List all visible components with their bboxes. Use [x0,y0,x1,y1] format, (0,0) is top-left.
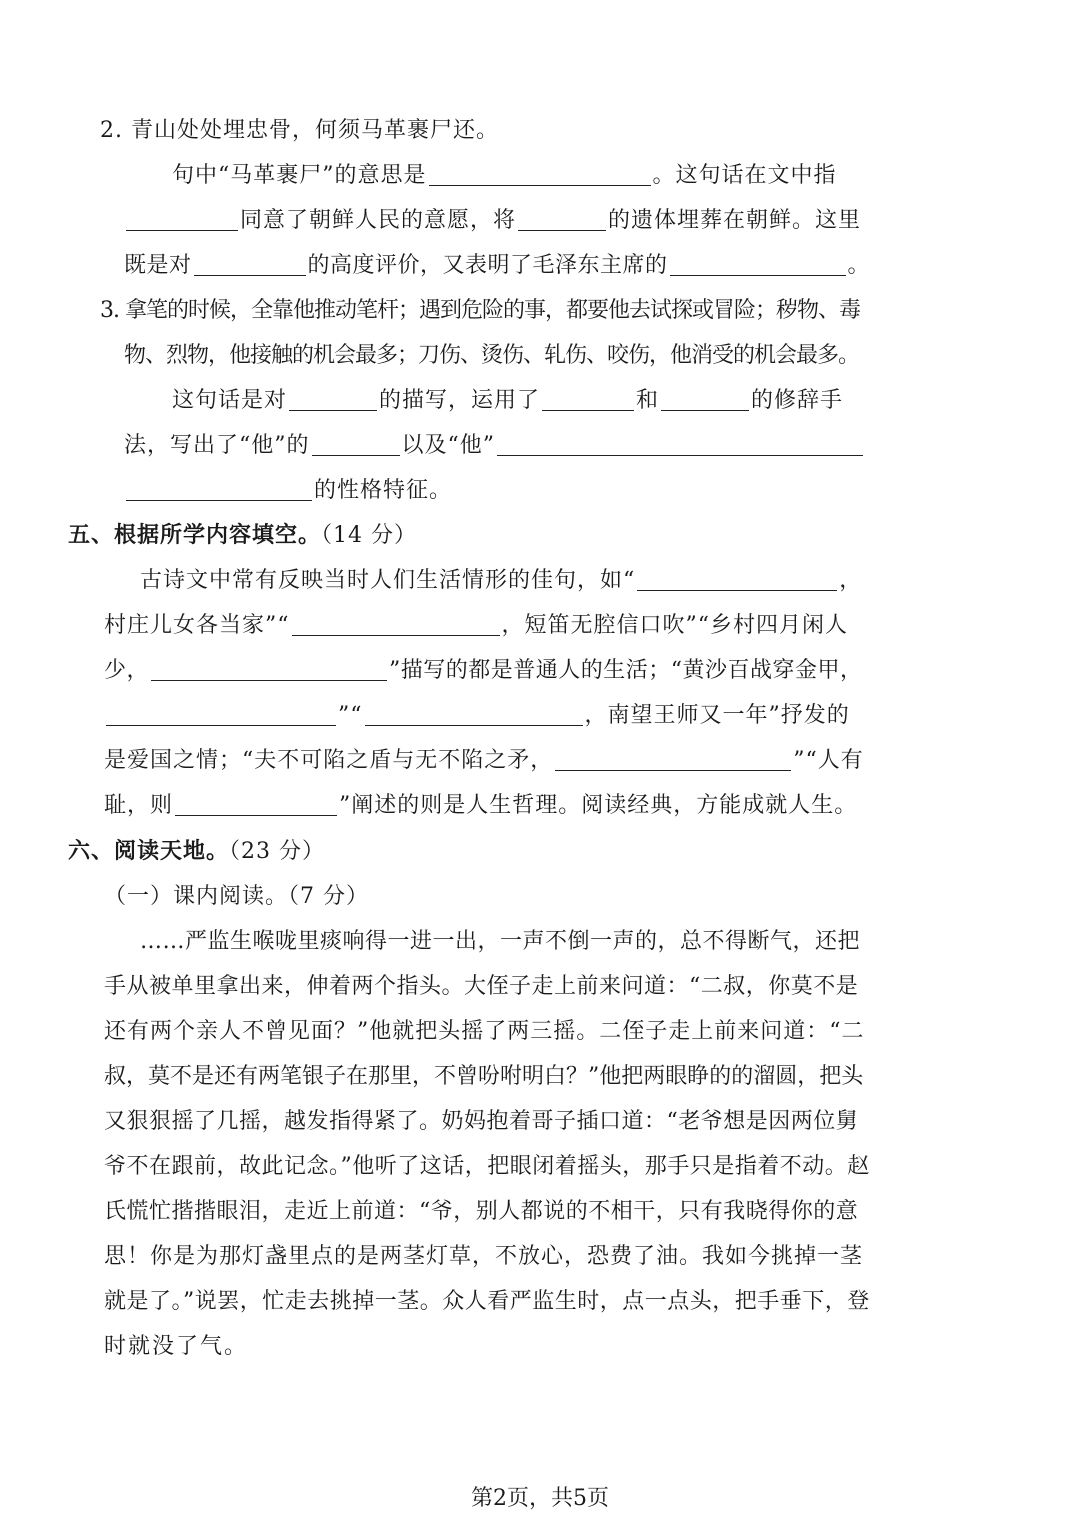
q2-line-a: 句中“马革裹尸”的意思是 。这句话在文中指 [172,163,837,188]
sec5-line-d: ”“ ，南望王师又一年”抒发的 [104,701,850,731]
answer-blank[interactable] [151,656,387,681]
answer-blank[interactable] [126,476,312,501]
passage-line: 手从被单里拿出来，伸着两个指头。大侄子走上前来问道：“二叔，你莫不是 [104,974,859,999]
page-number: 第2页，共5页 [471,1486,609,1511]
passage-line: 就是了。”说罢，忙走去挑掉一茎。众人看严监生时，点一点头，把手垂下，登 [104,1289,870,1314]
sec5-line-b: 村庄儿女各当家”“ ，短笛无腔信口吹”“乡村四月闲人 [104,613,848,638]
sec6-subheading: （一）课内阅读。（7 分） [104,884,369,909]
answer-blank[interactable] [292,611,500,636]
q3-title-cont: 物、烈物，他接触的机会最多；刀伤、烫伤、轧伤、咬伤，他消受的机会最多。 [124,343,860,368]
sec5-line-f: 耻，则 ”阐述的则是人生哲理。阅读经典，方能成就人生。 [104,793,858,818]
answer-blank[interactable] [312,431,400,456]
q2-line-c: 既是对 的高度评价，又表明了毛泽东主席的 。 [124,253,871,278]
q3-line-c: 的性格特征。 [124,476,452,506]
answer-blank[interactable] [661,386,749,411]
answer-blank[interactable] [175,791,337,816]
answer-blank[interactable] [289,386,377,411]
answer-blank[interactable] [637,566,837,591]
passage-line: 叔，莫不是还有两笔银子在那里，不曾吩咐明白？”他把两眼睁的的溜圆，把头 [104,1064,864,1089]
sec5-line-e: 是爱国之情；“夫不可陷之盾与无不陷之矛， ”“人有 [104,748,864,773]
answer-blank[interactable] [429,161,651,186]
passage-line: 爷不在跟前，故此记念。”他听了这话，把眼闭着摇头，那手只是指着不动。赵 [104,1154,870,1179]
answer-blank[interactable] [194,251,306,276]
passage-line: ……严监生喉咙里痰响得一进一出，一声不倒一声的，总不得断气，还把 [140,929,861,954]
passage-line: 时就没了气。 [104,1334,249,1359]
passage-line: 氏慌忙揩揩眼泪，走近上前道：“爷，别人都说的不相干，只有我晓得你的意 [104,1199,859,1224]
q3-line-a: 这句话是对 的描写，运用了 和 的修辞手 [172,388,844,413]
answer-blank[interactable] [518,206,606,231]
q3-title: 3. 拿笔的时候，全靠他推动笔杆；遇到危险的事，都要他去试探或冒险；秽物、毒 [100,298,860,323]
section-6-heading: 六、阅读天地。（23 分） [68,839,326,864]
answer-blank[interactable] [670,251,846,276]
q3-line-b: 法，写出了“他”的 以及“他” [124,431,865,461]
answer-blank[interactable] [497,431,863,456]
passage-line: 思！你是为那灯盏里点的是两茎灯草，不放心，恐费了油。我如今挑掉一茎 [104,1244,864,1269]
section-5-heading: 五、根据所学内容填空。（14 分） [68,523,418,548]
answer-blank[interactable] [106,701,336,726]
passage-line: 又狠狠摇了几摇，越发指得紧了。奶妈抱着哥子插口道：“老爷想是因两位舅 [104,1109,859,1134]
answer-blank[interactable] [126,206,238,231]
answer-blank[interactable] [365,701,583,726]
q2-line-b: 同意了朝鲜人民的意愿，将 的遗体埋葬在朝鲜。这里 [124,206,861,236]
passage-line: 还有两个亲人不曾见面？”他就把头摇了两三摇。二侄子走上前来问道：“二 [104,1019,865,1044]
sec5-line-c: 少， ”描写的都是普通人的生活；“黄沙百战穿金甲， [104,658,863,683]
answer-blank[interactable] [555,746,791,771]
sec5-line-a: 古诗文中常有反映当时人们生活情形的佳句，如“ ， [140,568,863,593]
answer-blank[interactable] [542,386,634,411]
q2-title: 2. 青山处处埋忠骨，何须马革裹尸还。 [100,118,499,143]
